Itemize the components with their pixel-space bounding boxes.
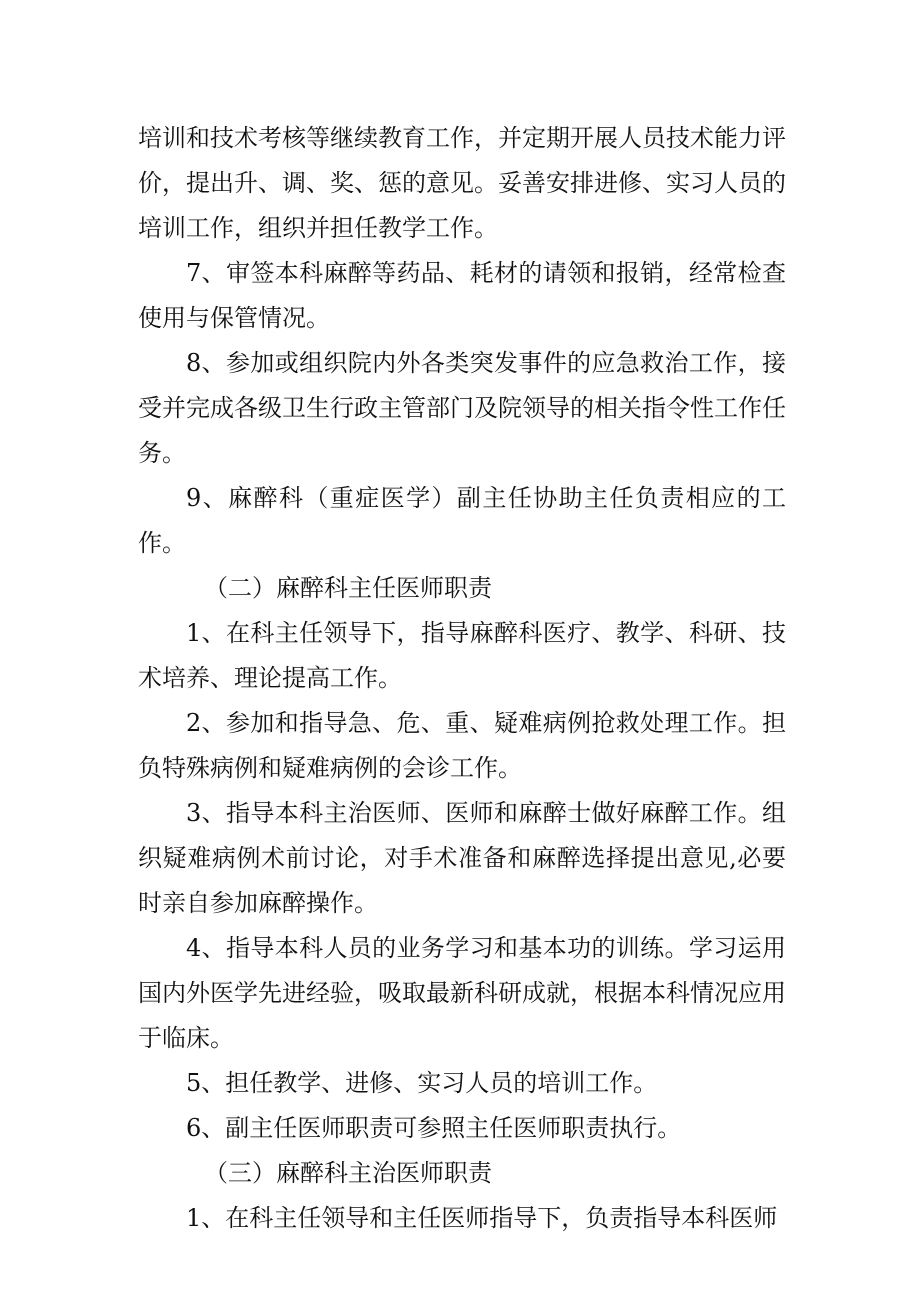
paragraph-chief-item-5: 5、担任教学、进修、实习人员的培训工作。 (186, 1069, 658, 1097)
section-heading-chief-physician: （二）麻醉科主任医师职责 (204, 574, 492, 602)
paragraph-chief-item-1: 1、在科主任领导下，指导麻醉科医疗、教学、科研、技术培养、理论提高工作。 (138, 619, 786, 692)
paragraph-chief-item-3: 3、指导本科主治医师、医师和麻醉士做好麻醉工作。组织疑难病例术前讨论，对手术准备和麻醉选择提出意见,必要时亲自参加麻醉操作。 (138, 799, 786, 917)
paragraph-chief-item-2: 2、参加和指导急、危、重、疑难病例抢救处理工作。担负特殊病例和疑难病例的会诊工作。 (138, 709, 786, 782)
paragraph-attending-item-1: 1、在科主任领导和主任医师指导下，负责指导本科医师 (186, 1204, 778, 1232)
paragraph-item-8: 8、参加或组织院内外各类突发事件的应急救治工作，接受并完成各级卫生行政主管部门及院领导的相关指令性工作任务。 (138, 349, 786, 467)
paragraph-chief-item-6: 6、副主任医师职责可参照主任医师职责执行。 (186, 1114, 682, 1142)
section-heading-attending-physician: （三）麻醉科主治医师职责 (204, 1159, 492, 1187)
paragraph-continuation-training: 培训和技术考核等继续教育工作，并定期开展人员技术能力评价，提出升、调、奖、惩的意见。妥善安排进修、实习人员的培训工作，组织并担任教学工作。 (138, 124, 786, 242)
paragraph-item-9: 9、麻醉科（重症医学）副主任协助主任负责相应的工作。 (138, 484, 786, 557)
paragraph-item-7: 7、审签本科麻醉等药品、耗材的请领和报销，经常检查使用与保管情况。 (138, 259, 786, 332)
paragraph-chief-item-4: 4、指导本科人员的业务学习和基本功的训练。学习运用国内外医学先进经验，吸取最新科研成就，根据本科情况应用于临床。 (138, 934, 786, 1052)
document-body (138, 116, 786, 1241)
